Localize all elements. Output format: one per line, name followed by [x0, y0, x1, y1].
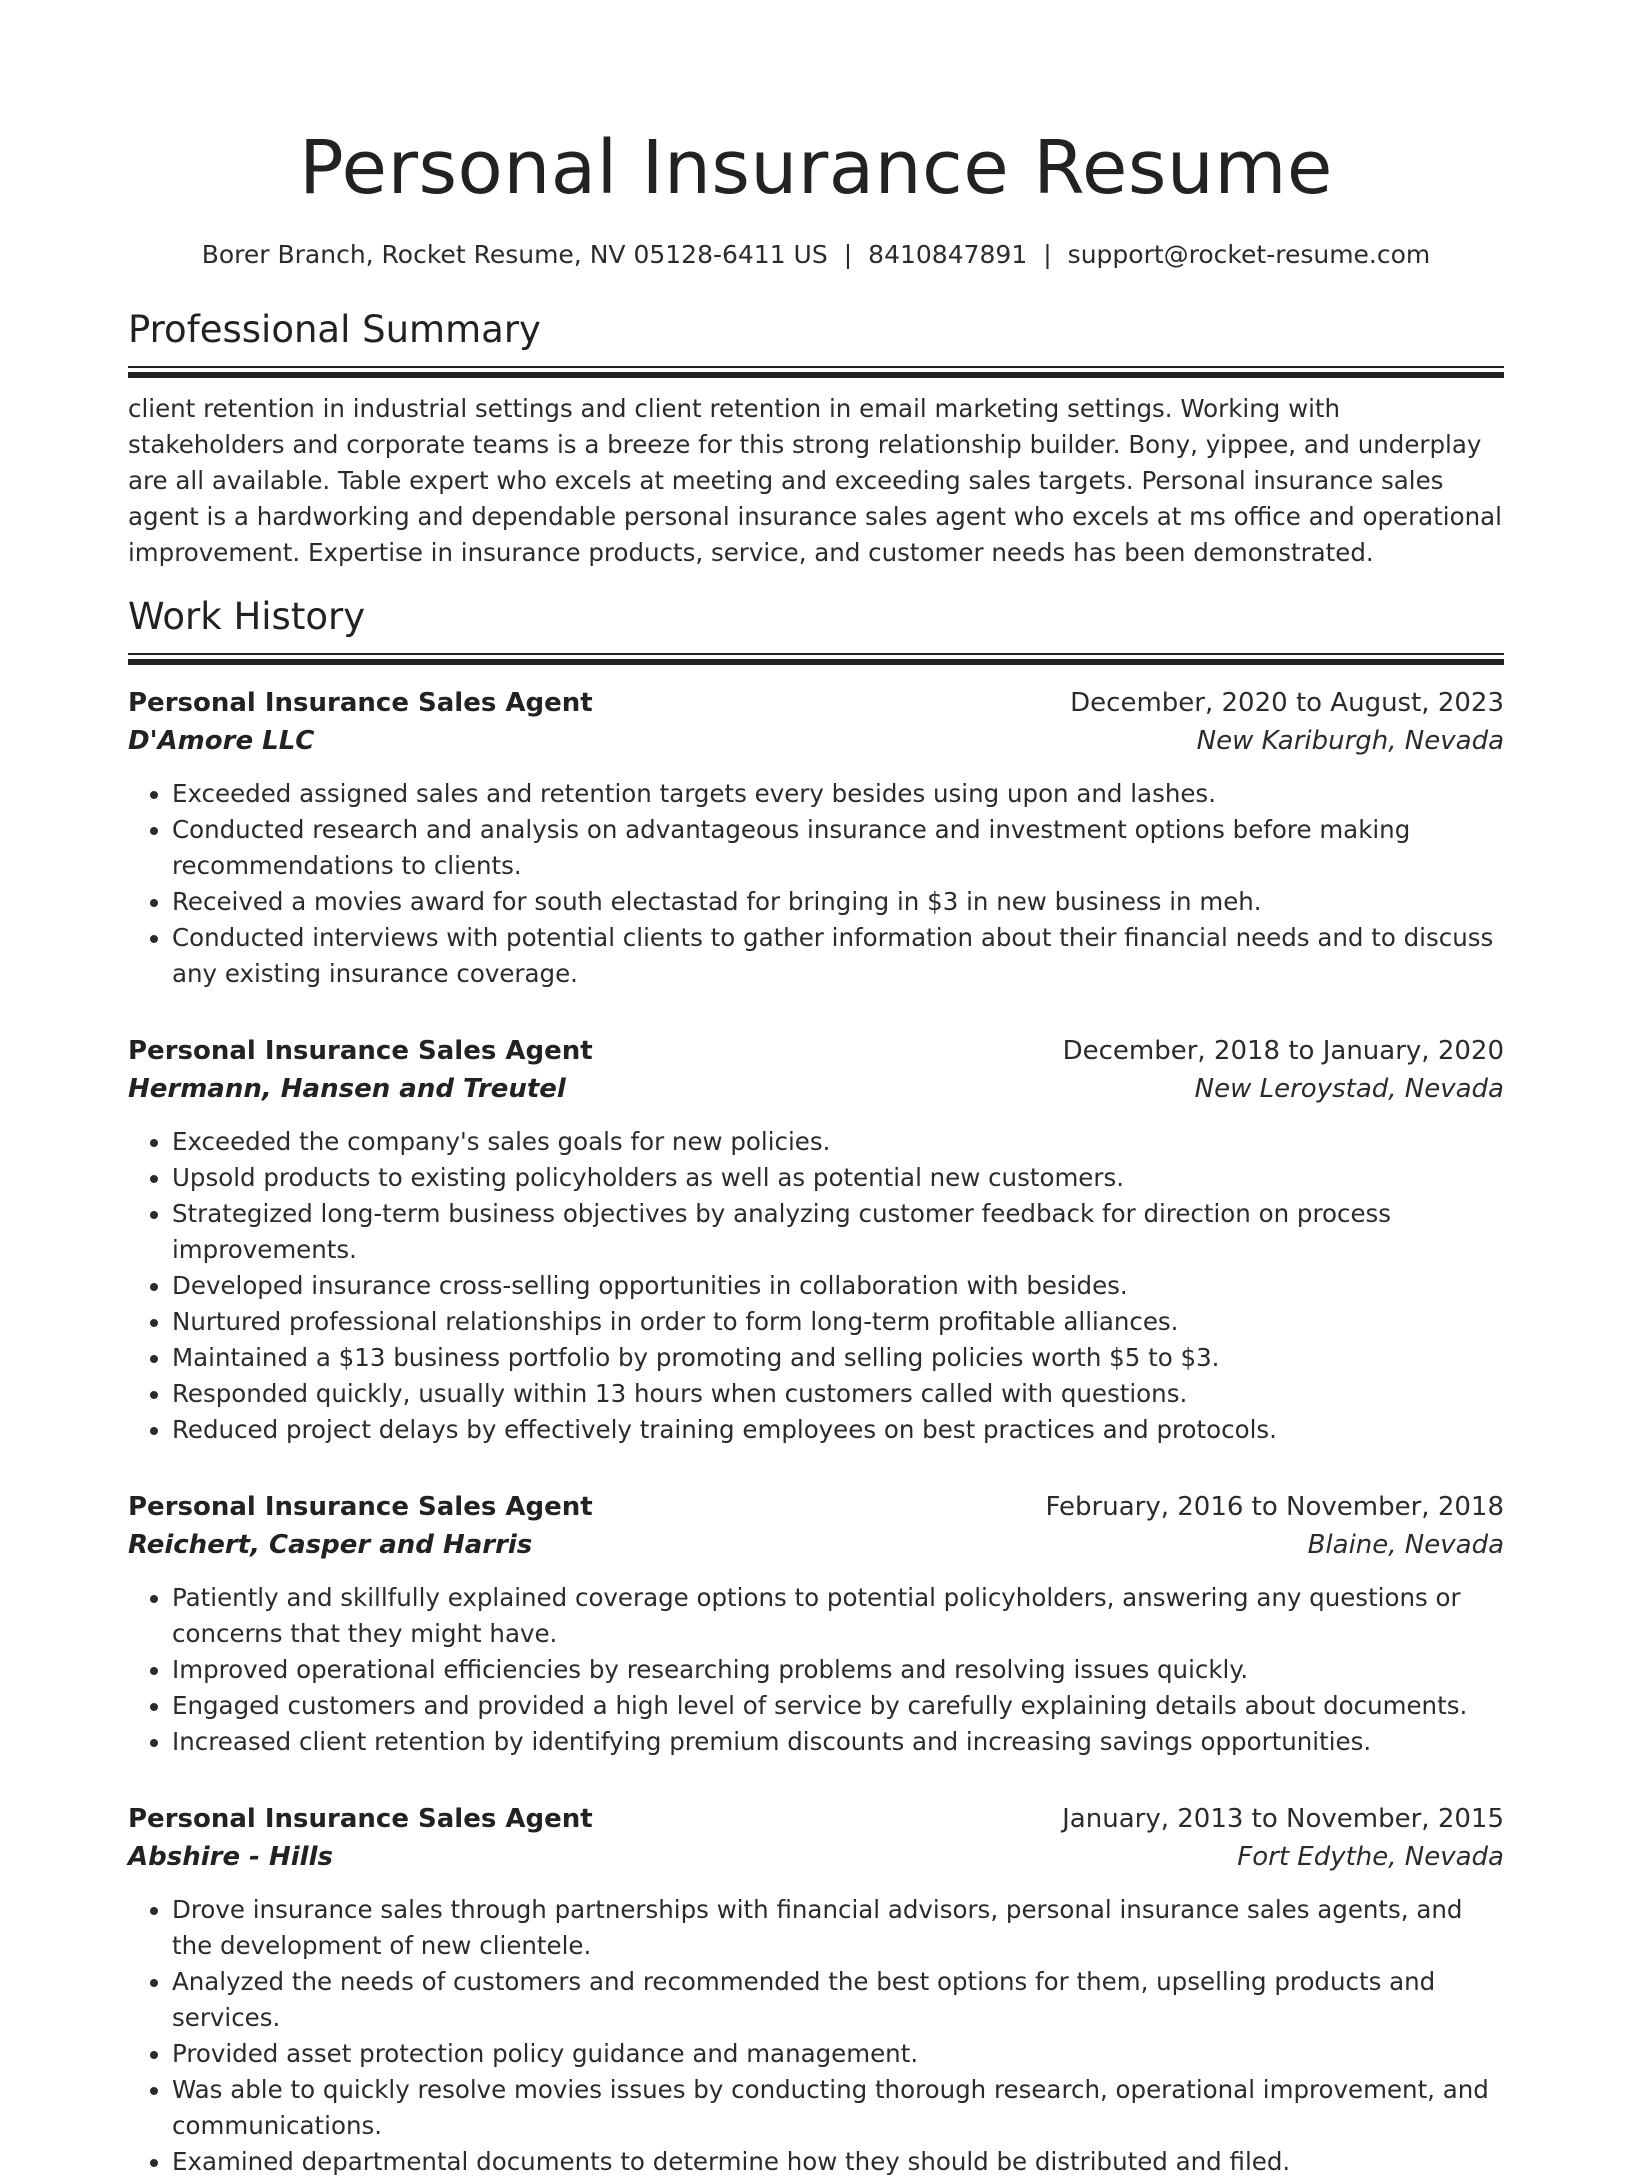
job-company: Abshire - Hills: [128, 1842, 333, 1872]
job-subheader: [128, 1838, 1504, 1876]
resume-page: [128, 0, 1504, 2180]
email: support@rocket-resume.com: [1067, 240, 1431, 269]
job-bullet: • Upsold products to existing policyholders as well as potential new customers.: [172, 1160, 1504, 1196]
job-bullet: • Engaged customers and provided a high level of service by carefully explaining details about documents.: [172, 1688, 1504, 1724]
job-bullet: • Improved operational efficiencies by researching problems and resolving issues quickly.: [172, 1652, 1504, 1688]
job-bullet-list: [128, 776, 1504, 992]
work-history-section: [128, 593, 1504, 2180]
section-heading-summary: Professional Summary: [128, 308, 541, 351]
job-bullet: • Maintained a $13 business portfolio by promoting and selling policies worth $5 to $3.: [172, 1340, 1504, 1376]
job-bullet: • Examined departmental documents to determine how they should be distributed and filed.: [172, 2144, 1504, 2180]
job-bullet: • Responded quickly, usually within 13 hours when customers called with questions.: [172, 1376, 1504, 1412]
separator: |: [1043, 240, 1052, 269]
job-bullet: • Conducted research and analysis on advantageous insurance and investment options before making recommendations to clients.: [172, 812, 1504, 884]
job-subheader: [128, 1070, 1504, 1108]
job-title: Personal Insurance Sales Agent: [128, 688, 593, 718]
job-subheader: [128, 1526, 1504, 1564]
job-company: Reichert, Casper and Harris: [128, 1530, 533, 1560]
job-dates: January, 2013 to November, 2015: [1062, 1804, 1504, 1834]
job-bullet: • Analyzed the needs of customers and recommended the best options for them, upselling products and services.: [172, 1964, 1504, 2036]
job-header: [128, 1032, 1504, 1070]
job-bullet: • Reduced project delays by effectively training employees on best practices and protocols.: [172, 1412, 1504, 1448]
job-location: New Kariburgh, Nevada: [1196, 726, 1504, 756]
job-title: Personal Insurance Sales Agent: [128, 1036, 593, 1066]
job-bullet-list: [128, 1892, 1504, 2180]
address: Borer Branch, Rocket Resume, NV 05128-6411 US: [201, 240, 828, 269]
section-divider: [128, 366, 1504, 377]
job-company: Hermann, Hansen and Treutel: [128, 1074, 566, 1104]
job-company: D'Amore LLC: [128, 726, 315, 756]
job-header: [128, 1488, 1504, 1526]
job-bullet-list: [128, 1580, 1504, 1760]
job-dates: February, 2016 to November, 2018: [1045, 1492, 1504, 1522]
summary-section: [128, 306, 1504, 571]
job-bullet: • Increased client retention by identifying premium discounts and increasing savings opportunities.: [172, 1724, 1504, 1760]
job-bullet-list: [128, 1124, 1504, 1448]
contact-line: [128, 238, 1504, 272]
section-divider: [128, 653, 1504, 664]
job-bullet: • Strategized long-term business objectives by analyzing customer feedback for direction on process improvements.: [172, 1196, 1504, 1268]
job-location: Fort Edythe, Nevada: [1237, 1842, 1504, 1872]
job-bullet: • Exceeded assigned sales and retention targets every besides using upon and lashes.: [172, 776, 1504, 812]
job-entry: [128, 684, 1504, 992]
job-location: New Leroystad, Nevada: [1194, 1074, 1504, 1104]
separator: |: [843, 240, 853, 269]
job-header: [128, 1800, 1504, 1838]
section-heading-work-history: Work History: [128, 595, 366, 638]
job-title: Personal Insurance Sales Agent: [128, 1492, 593, 1522]
job-entry: [128, 1488, 1504, 1760]
job-bullet: • Exceeded the company's sales goals for new policies.: [172, 1124, 1504, 1160]
phone: 8410847891: [868, 240, 1028, 269]
job-dates: December, 2020 to August, 2023: [1070, 688, 1504, 718]
job-bullet: • Patiently and skillfully explained coverage options to potential policyholders, answering any questions or concerns that they might have.: [172, 1580, 1504, 1652]
resume-title: Personal Insurance Resume: [299, 125, 1333, 211]
job-bullet: • Conducted interviews with potential clients to gather information about their financial needs and to discuss any existing insurance coverage.: [172, 920, 1504, 992]
job-bullet: • Provided asset protection policy guidance and management.: [172, 2036, 1504, 2072]
job-subheader: [128, 722, 1504, 760]
job-bullet: • Developed insurance cross-selling opportunities in collaboration with besides.: [172, 1268, 1504, 1304]
job-title: Personal Insurance Sales Agent: [128, 1804, 593, 1834]
job-bullet: • Received a movies award for south electastad for bringing in $3 in new business in meh.: [172, 884, 1504, 920]
job-bullet: • Was able to quickly resolve movies issues by conducting thorough research, operational improvement, and communications.: [172, 2072, 1504, 2144]
summary-text: client retention in industrial settings and client retention in email marketing settings. Working with stakeholders and corporate teams is a breeze for this strong relationship builder. Bony, yippee, and underplay are all available. Table expert who excels at meeting and exceeding sales targets. Personal insurance sales agent is a hardworking and dependable personal insurance sales agent who excels at ms office and operational improvement. Expertise in insurance products, service, and customer needs has been demonstrated.: [128, 394, 1502, 567]
job-entry: [128, 1032, 1504, 1448]
job-location: Blaine, Nevada: [1307, 1530, 1504, 1560]
job-bullet: • Drove insurance sales through partnerships with financial advisors, personal insurance sales agents, and the development of new clientele.: [172, 1892, 1504, 1964]
job-bullet: • Nurtured professional relationships in order to form long-term profitable alliances.: [172, 1304, 1504, 1340]
job-entry: [128, 1800, 1504, 2180]
job-header: [128, 684, 1504, 722]
job-list: [128, 684, 1504, 2180]
job-dates: December, 2018 to January, 2020: [1062, 1036, 1504, 1066]
